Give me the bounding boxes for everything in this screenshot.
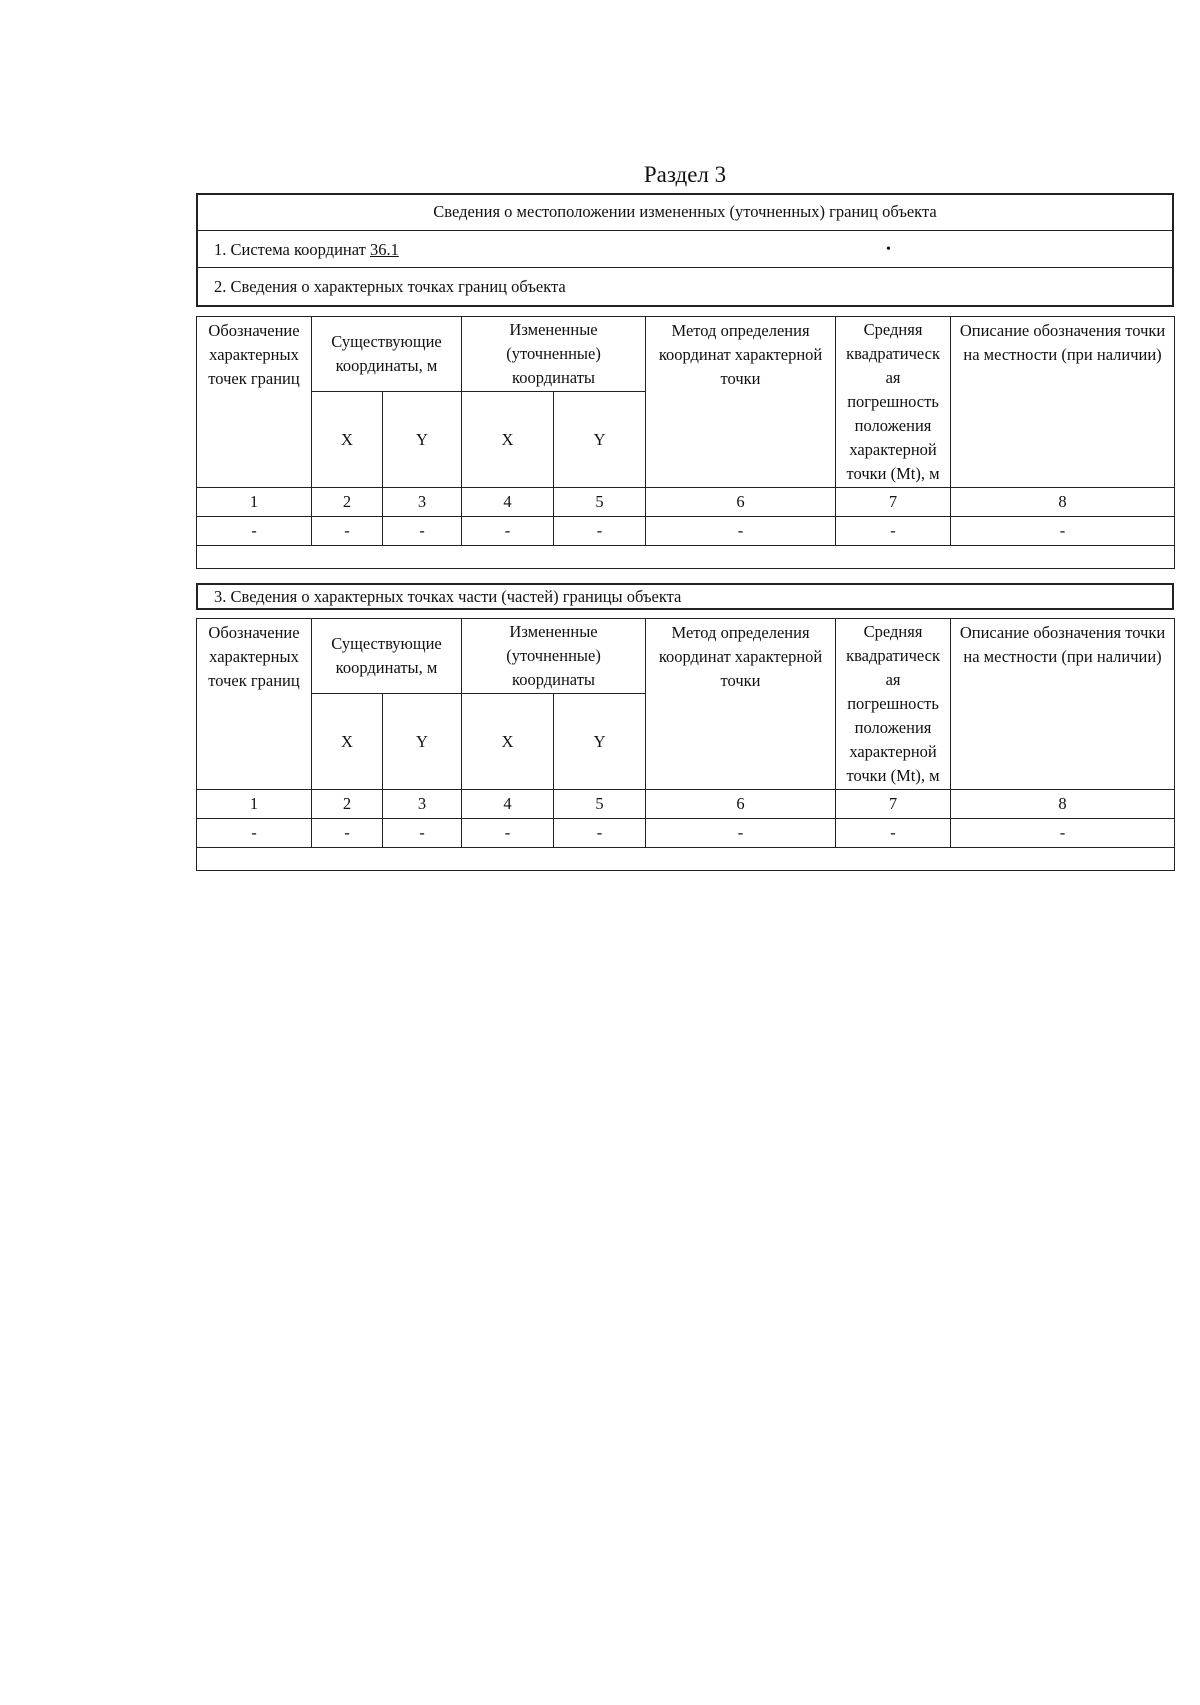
parts-title: 3. Сведения о характерных точках части (частей) границы объекта	[214, 587, 682, 606]
table-cell: -	[462, 819, 554, 848]
table-cell: -	[312, 819, 383, 848]
coord-system-label: 1. Система координат	[214, 240, 370, 259]
column-number: 7	[836, 790, 951, 819]
header-existing-y: Y	[383, 694, 462, 790]
column-number: 3	[383, 488, 462, 517]
header-method: Метод определения координат характерной точки	[646, 619, 836, 790]
column-number: 7	[836, 488, 951, 517]
table-cell: -	[646, 819, 836, 848]
column-number: 8	[951, 488, 1175, 517]
column-number: 6	[646, 790, 836, 819]
header-method: Метод определения координат характерной точки	[646, 317, 836, 488]
table-row	[197, 517, 1175, 546]
part-points-table	[196, 618, 1175, 871]
header-existing-x: X	[312, 392, 383, 488]
column-number: 5	[554, 488, 646, 517]
empty-cell	[197, 546, 1175, 569]
header-point-designation: Обозначение характерных точек границ	[197, 619, 312, 790]
column-number-row	[197, 790, 1175, 819]
table-cell: -	[554, 819, 646, 848]
column-number: 4	[462, 790, 554, 819]
table-cell: -	[197, 819, 312, 848]
column-number: 8	[951, 790, 1175, 819]
boundary-points-table	[196, 316, 1175, 569]
points-title-row: 2. Сведения о характерных точках границ объекта	[214, 277, 566, 296]
header-changed-coords: Измененные (уточненные) координаты	[462, 317, 646, 392]
table-cell: -	[951, 517, 1175, 546]
column-number: 3	[383, 790, 462, 819]
stray-mark: •	[886, 242, 891, 257]
table-cell: -	[836, 517, 951, 546]
header-existing-coords: Существующие координаты, м	[312, 619, 462, 694]
empty-row	[197, 848, 1175, 871]
header-point-designation: Обозначение характерных точек границ	[197, 317, 312, 488]
header-description: Описание обозначения точки на местности (при наличии)	[951, 619, 1175, 790]
header-existing-coords: Существующие координаты, м	[312, 317, 462, 392]
header-changed-x: X	[462, 694, 554, 790]
table-cell: -	[462, 517, 554, 546]
table-cell: -	[312, 517, 383, 546]
parts-title-box	[196, 583, 1174, 610]
column-number: 6	[646, 488, 836, 517]
table-cell: -	[951, 819, 1175, 848]
table-cell: -	[383, 517, 462, 546]
empty-row	[197, 546, 1175, 569]
header-accuracy: Средняя квадратическ ая погрешность положения характерной точки (Mt), м	[836, 619, 951, 790]
coord-system-value: 36.1	[369, 240, 399, 259]
header-changed-y: Y	[554, 694, 646, 790]
table-row	[197, 819, 1175, 848]
header-existing-x: X	[312, 694, 383, 790]
column-number: 2	[312, 790, 383, 819]
table-cell: -	[836, 819, 951, 848]
column-number: 1	[197, 790, 312, 819]
section-title: Раздел 3	[643, 162, 727, 187]
column-number: 2	[312, 488, 383, 517]
coord-system-row	[198, 231, 1172, 268]
header-box-title: Сведения о местоположении измененных (уточненных) границ объекта	[198, 195, 1172, 231]
empty-cell	[197, 848, 1175, 871]
header-accuracy: Средняя квадратическ ая погрешность положения характерной точки (Mt), м	[836, 317, 951, 488]
header-changed-coords: Измененные (уточненные) координаты	[462, 619, 646, 694]
table-cell: -	[197, 517, 312, 546]
table-cell: -	[383, 819, 462, 848]
header-changed-y: Y	[554, 392, 646, 488]
column-number-row	[197, 488, 1175, 517]
column-number: 1	[197, 488, 312, 517]
column-number: 4	[462, 488, 554, 517]
header-box	[196, 193, 1174, 307]
header-changed-x: X	[462, 392, 554, 488]
table-cell: -	[554, 517, 646, 546]
header-description: Описание обозначения точки на местности (при наличии)	[951, 317, 1175, 488]
column-number: 5	[554, 790, 646, 819]
table-cell: -	[646, 517, 836, 546]
header-existing-y: Y	[383, 392, 462, 488]
